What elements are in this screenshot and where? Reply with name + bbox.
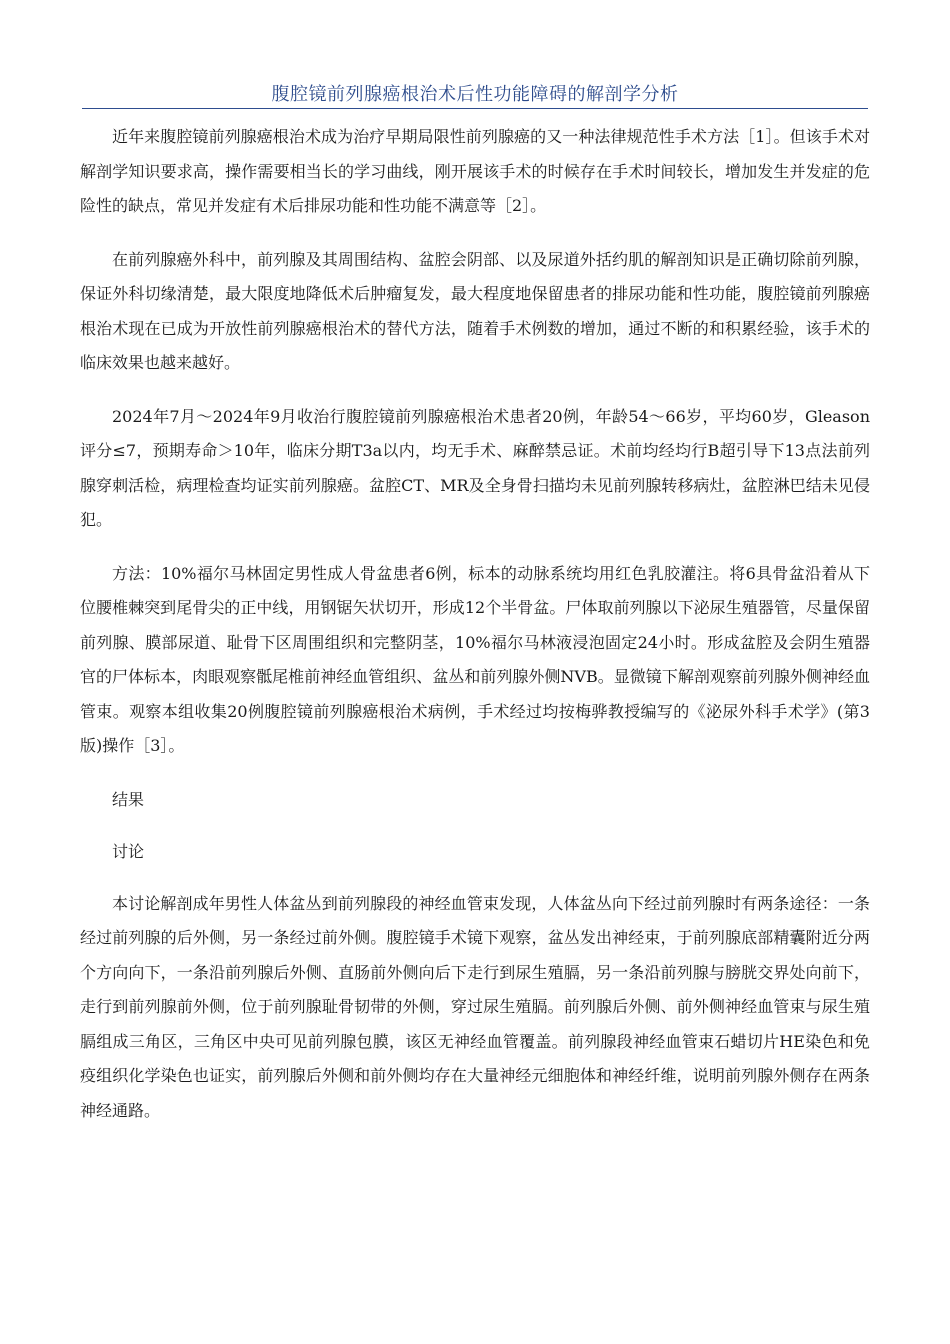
results-heading: 结果 — [112, 789, 145, 809]
intro-paragraph: 近年来腹腔镜前列腺癌根治术成为治疗早期局限性前列腺癌的又一种法律规范性手术方法［1］。但该手术对解剖学知识要求高，操作需要相当长的学习曲线，刚开展该手术的时候存在手术时间较长，增加发生并发症的危险性的缺点，常见并发症有术后排尿功能和性功能不满意等［2］。 — [80, 127, 870, 215]
page-title: 腹腔镜前列腺癌根治术后性功能障碍的解剖学分析 — [271, 84, 679, 105]
article-body — [80, 120, 870, 1147]
patients-paragraph: 2024年7月～2024年9月收治行腹腔镜前列腺癌根治术患者20例，年龄54～66岁，平均60岁，Gleason评分≤7，预期寿命＞10年，临床分期T3a以内，均无手术、麻醉禁忌证。术前均经均行B超引导下13点法前列腺穿刺活检，病理检查均证实前列腺癌。盆腔CT、MR及全身骨扫描均未见前列腺转移病灶，盆腔淋巴结未见侵犯。 — [80, 406, 870, 529]
page-header — [82, 76, 868, 109]
discussion-heading: 讨论 — [112, 841, 145, 861]
anatomy-paragraph: 在前列腺癌外科中，前列腺及其周围结构、盆腔会阴部、以及尿道外括约肌的解剖知识是正确切除前列腺，保证外科切缘清楚，最大限度地降低术后肿瘤复发，最大程度地保留患者的排尿功能和性功能，腹腔镜前列腺癌根治术现在已成为开放性前列腺癌根治术的替代方法，随着手术例数的增加，通过不断的和积累经验，该手术的临床效果也越来越好。 — [80, 249, 870, 372]
discussion-paragraph: 本讨论解剖成年男性人体盆丛到前列腺段的神经血管束发现，人体盆丛向下经过前列腺时有两条途径：一条经过前列腺的后外侧，另一条经过前外侧。腹腔镜手术镜下观察，盆丛发出神经束，于前列腺底部精囊附近分两个方向向下，一条沿前列腺后外侧、直肠前外侧向后下走行到尿生殖膈，另一条沿前列腺与膀胱交界处向前下，走行到前列腺前外侧，位于前列腺耻骨韧带的外侧，穿过尿生殖膈。前列腺后外侧、前外侧神经血管束与尿生殖膈组成三角区，三角区中央可见前列腺包膜，该区无神经血管覆盖。前列腺段神经血管束石蜡切片HE染色和免疫组织化学染色也证实，前列腺后外侧和前外侧均存在大量神经元细胞体和神经纤维，说明前列腺外侧存在两条神经通路。 — [80, 893, 870, 1120]
methods-paragraph: 方法：10%福尔马林固定男性成人骨盆患者6例，标本的动脉系统均用红色乳胶灌注。将6具骨盆沿着从下位腰椎棘突到尾骨尖的正中线，用钢锯矢状切开，形成12个半骨盆。尸体取前列腺以下泌尿生殖器管，尽量保留前列腺、膜部尿道、耻骨下区周围组织和完整阴茎，10%福尔马林液浸泡固定24小时。形成盆腔及会阴生殖器官的尸体标本，肉眼观察骶尾椎前神经血管组织、盆丛和前列腺外侧NVB。显微镜下解剖观察前列腺外侧神经血管束。观察本组收集20例腹腔镜前列腺癌根治术病例，手术经过均按梅骅教授编写的《泌尿外科手术学》(第3版)操作［3］。 — [80, 563, 870, 755]
